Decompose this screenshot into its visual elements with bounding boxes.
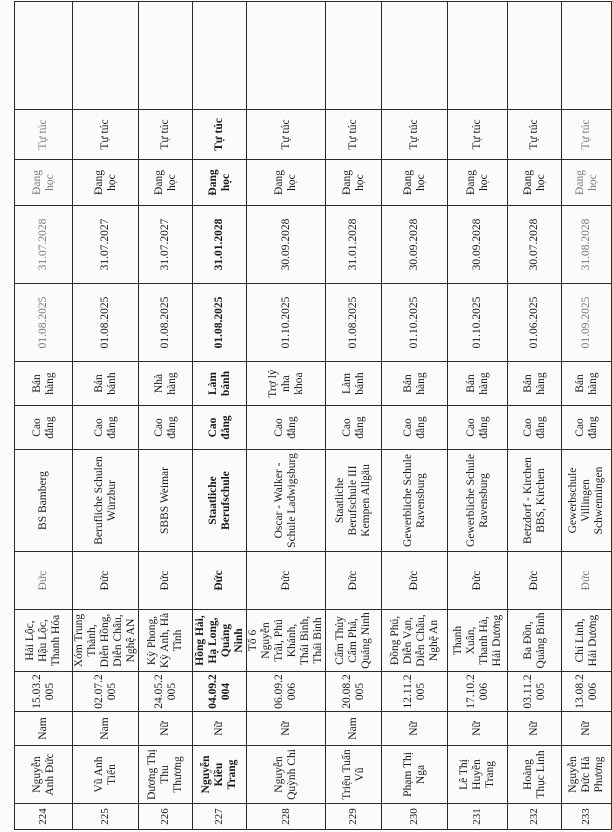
student-table (14, 1, 612, 830)
cell-stt: 224 (15, 804, 73, 830)
cell-status: Đang học (448, 160, 508, 206)
cell-level: Cao đẳng (326, 406, 382, 450)
cell-level: Cao đẳng (448, 406, 508, 450)
cell-dob: 13.08.2 006 (562, 672, 612, 712)
cell-start: 01.08.2025 (139, 284, 193, 362)
cell-end: 31.01.2028 (193, 206, 247, 284)
cell-addr: Thanh Xuân, Thanh Hà, Hải Dương (448, 610, 508, 672)
cell-level: Cao đẳng (193, 406, 247, 450)
cell-level: Cao đẳng (508, 406, 562, 450)
cell-end: 30.07.2028 (508, 206, 562, 284)
cell-finance: Tự túc (139, 110, 193, 160)
cell-dob: 02.07.2 005 (73, 672, 139, 712)
cell-end: 30.09.2028 (448, 206, 508, 284)
cell-level: Cao đẳng (139, 406, 193, 450)
table-row (15, 2, 73, 830)
cell-dob: 17.10.2 006 (448, 672, 508, 712)
cell-sex: Nữ (139, 712, 193, 746)
cell-finance: Tự túc (508, 110, 562, 160)
cell-end: 30.09.2028 (382, 206, 448, 284)
table-row (247, 2, 326, 830)
cell-name: Dương Thị Thu Thương (139, 746, 193, 804)
cell-stt: 226 (139, 804, 193, 830)
cell-blank (508, 2, 562, 110)
cell-dob: 03.11.2 005 (508, 672, 562, 712)
cell-sex: Nữ (247, 712, 326, 746)
cell-finance: Tự túc (448, 110, 508, 160)
cell-addr: Xóm Trung Thành, Diễn Hồng, Diễn Châu, Nghệ AN (73, 610, 139, 672)
cell-major: Bán hàng (448, 362, 508, 406)
cell-finance: Tự túc (73, 110, 139, 160)
cell-major: Nhà hàng (139, 362, 193, 406)
cell-addr: Đồng Phú, Diễn Vạn, Diễn Châu, Nghệ An (382, 610, 448, 672)
cell-start: 01.10.2025 (448, 284, 508, 362)
table-row (193, 2, 247, 830)
cell-country: Đức (562, 552, 612, 610)
cell-school: SBBS Weimar (139, 450, 193, 552)
cell-status: Đang học (562, 160, 612, 206)
cell-status: Đang học (382, 160, 448, 206)
cell-country: Đức (15, 552, 73, 610)
cell-name: Phạm Thị Nga (382, 746, 448, 804)
cell-blank (139, 2, 193, 110)
cell-school: Staatliche Berufschule III Kempen Allgäu (326, 450, 382, 552)
cell-status: Đang học (139, 160, 193, 206)
cell-status: Đang học (247, 160, 326, 206)
cell-addr: Kỳ Phong, Kỳ Anh, Hà Tĩnh (139, 610, 193, 672)
cell-end: 31.07.2027 (139, 206, 193, 284)
cell-finance: Tự túc (382, 110, 448, 160)
cell-status: Đang học (15, 160, 73, 206)
cell-name: Nguyễn Quỳnh Chi (247, 746, 326, 804)
cell-blank (193, 2, 247, 110)
cell-dob: 12.11.2 005 (382, 672, 448, 712)
cell-blank (562, 2, 612, 110)
cell-name: Vũ Anh Tiến (73, 746, 139, 804)
cell-dob: 04.09.2 004 (193, 672, 247, 712)
cell-stt: 227 (193, 804, 247, 830)
cell-level: Cao đẳng (247, 406, 326, 450)
cell-addr: Ba Đồn, Quảng Bình (508, 610, 562, 672)
cell-sex: Nam (15, 712, 73, 746)
cell-dob: 24.05.2 005 (139, 672, 193, 712)
table-row (382, 2, 448, 830)
cell-finance: Tự túc (193, 110, 247, 160)
cell-major: Bán hàng (15, 362, 73, 406)
cell-major: Trợ lý nha khoa (247, 362, 326, 406)
cell-blank (448, 2, 508, 110)
cell-country: Đức (508, 552, 562, 610)
cell-sex: Nữ (508, 712, 562, 746)
cell-stt: 233 (562, 804, 612, 830)
cell-stt: 229 (326, 804, 382, 830)
cell-stt: 231 (448, 804, 508, 830)
cell-status: Đang học (193, 160, 247, 206)
cell-blank (247, 2, 326, 110)
cell-country: Đức (139, 552, 193, 610)
cell-school: Gewerbschule Villingen Schwenningen (562, 450, 612, 552)
cell-school: Berufliche Schulen Würzbur (73, 450, 139, 552)
cell-status: Đang học (326, 160, 382, 206)
cell-blank (15, 2, 73, 110)
cell-blank (326, 2, 382, 110)
cell-finance: Tự túc (247, 110, 326, 160)
cell-major: Bán hàng (508, 362, 562, 406)
table-row (508, 2, 562, 830)
cell-addr: Cẩm Thủy Cẩm Phả, Quảng Ninh (326, 610, 382, 672)
cell-major: Làm bánh (193, 362, 247, 406)
cell-sex: Nam (326, 712, 382, 746)
cell-country: Đức (247, 552, 326, 610)
cell-major: Làm bánh (326, 362, 382, 406)
cell-blank (382, 2, 448, 110)
cell-dob: 20.08.2 005 (326, 672, 382, 712)
cell-end: 31.07.2028 (15, 206, 73, 284)
cell-dob: 06.09.2 006 (247, 672, 326, 712)
cell-school: Betzdorf - Kirchen BBS, Kirchen (508, 450, 562, 552)
cell-country: Đức (448, 552, 508, 610)
cell-level: Cao đẳng (73, 406, 139, 450)
cell-name: Nguyễn Kiều Trang (193, 746, 247, 804)
cell-addr: Chí Linh, Hải Dương (562, 610, 612, 672)
cell-start: 01.08.2025 (15, 284, 73, 362)
cell-finance: Tự túc (326, 110, 382, 160)
cell-major: Bán hàng (382, 362, 448, 406)
cell-major: Bán bánh (73, 362, 139, 406)
cell-stt: 225 (73, 804, 139, 830)
cell-start: 01.10.2025 (247, 284, 326, 362)
cell-stt: 228 (247, 804, 326, 830)
cell-school: Gewerbliche Schule Ravensburg (382, 450, 448, 552)
table-row (562, 2, 612, 830)
cell-end: 31.08.2028 (562, 206, 612, 284)
cell-start: 01.08.2025 (73, 284, 139, 362)
cell-name: Hoàng Thục Linh (508, 746, 562, 804)
table-row (326, 2, 382, 830)
cell-school: Staatliche Berufschule (193, 450, 247, 552)
cell-country: Đức (193, 552, 247, 610)
cell-country: Đức (326, 552, 382, 610)
cell-sex: Nữ (562, 712, 612, 746)
cell-country: Đức (382, 552, 448, 610)
cell-finance: Tự túc (562, 110, 612, 160)
cell-start: 01.06.2025 (508, 284, 562, 362)
table-row (448, 2, 508, 830)
cell-finance: Tự túc (15, 110, 73, 160)
cell-stt: 232 (508, 804, 562, 830)
cell-sex: Nữ (382, 712, 448, 746)
cell-sex: Nam (73, 712, 139, 746)
cell-end: 31.07.2027 (73, 206, 139, 284)
table-row (73, 2, 139, 830)
cell-school: Oscar - Walker - Schule Ladwigsburg (247, 450, 326, 552)
cell-school: Gewerbliche Schule Ravensburg (448, 450, 508, 552)
cell-name: Nguyễn Anh Đức (15, 746, 73, 804)
cell-name: Lê Thị Huyền Trang (448, 746, 508, 804)
cell-addr: Tổ 6 Nguyễn Trãi, Phú Khánh, Thái Bình, Thái Bình (247, 610, 326, 672)
table-row (139, 2, 193, 830)
cell-dob: 15.03.2 005 (15, 672, 73, 712)
cell-end: 31.01.2028 (326, 206, 382, 284)
cell-sex: Nữ (193, 712, 247, 746)
cell-school: BS Bamberg (15, 450, 73, 552)
cell-level: Cao đẳng (15, 406, 73, 450)
cell-addr: Hồng Hải, Hạ Long, Quảng Ninh (193, 610, 247, 672)
cell-stt: 230 (382, 804, 448, 830)
cell-level: Cao đẳng (562, 406, 612, 450)
cell-major: Bán hàng (562, 362, 612, 406)
cell-addr: Hải Lộc, Hậu Lộc, Thanh Hóa (15, 610, 73, 672)
cell-start: 01.10.2025 (382, 284, 448, 362)
cell-end: 30.09.2028 (247, 206, 326, 284)
cell-blank (73, 2, 139, 110)
cell-sex: Nữ (448, 712, 508, 746)
cell-level: Cao đẳng (382, 406, 448, 450)
cell-country: Đức (73, 552, 139, 610)
cell-start: 01.09.2025 (562, 284, 612, 362)
cell-name: Nguyễn Đức Hà Phương (562, 746, 612, 804)
cell-start: 01.08.2025 (326, 284, 382, 362)
cell-start: 01.08.2025 (193, 284, 247, 362)
cell-status: Đang học (73, 160, 139, 206)
cell-status: Đang học (508, 160, 562, 206)
cell-name: Triệu Tuấn Vũ (326, 746, 382, 804)
